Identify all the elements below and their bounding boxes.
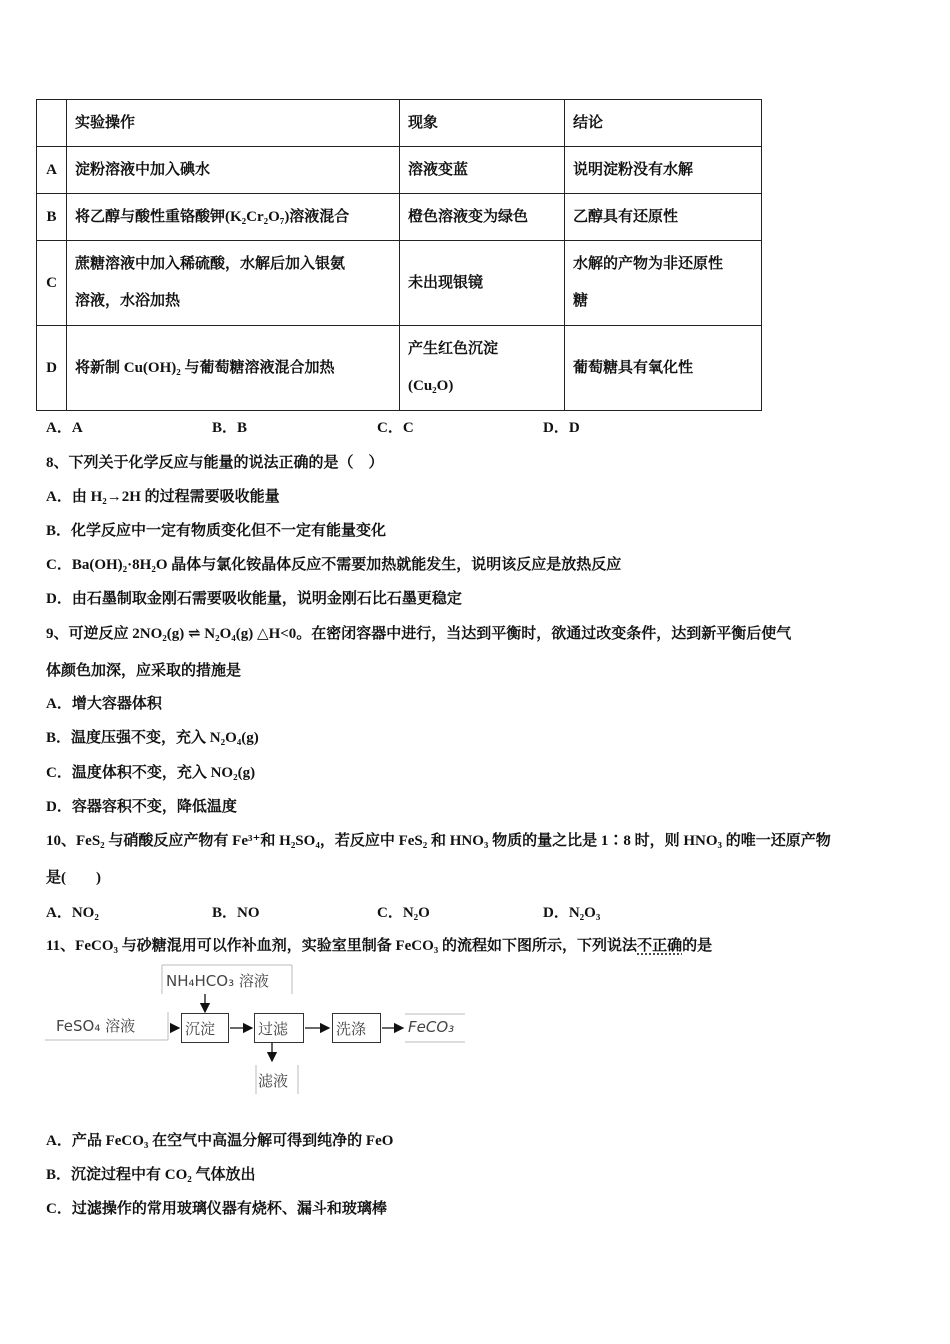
q10-stem-line1: 10、FeS₂ 与硝酸反应产物有 Fe³⁺和 H₂SO₄，若反应中 FeS₂ 和 HNO₃ 物质的量之比是 1∶8 时，则 HNO₃ 的唯一还原产物 — [46, 833, 831, 849]
row-operation: 将乙醇与酸性重铬酸钾(K₂Cr₂O₇)溶液混合 — [67, 194, 400, 241]
flow-filtrate: 滤液 — [258, 1072, 289, 1090]
row-conclusion: 乙醇具有还原性 — [565, 194, 762, 241]
row-conclusion-line2: 糖 — [573, 293, 589, 309]
q11-option-a: A．产品 FeCO₃ 在空气中高温分解可得到纯净的 FeO — [46, 1133, 394, 1149]
header-cell-phenomenon: 现象 — [400, 100, 565, 147]
q11-stem-part-b: 的是 — [682, 938, 713, 954]
row-operation-line1: 蔗糖溶液中加入稀硫酸，水解后加入银氨 — [75, 256, 346, 272]
row-phenomenon: 橙色溶液变为绿色 — [400, 194, 565, 241]
row-phenomenon: 未出现银镜 — [400, 241, 565, 326]
row-key: D — [37, 326, 67, 411]
flow-top-reagent: NH₄HCO₃ 溶液 — [166, 972, 269, 990]
flow-start: FeSO₄ 溶液 — [56, 1017, 136, 1035]
row-phenomenon — [400, 326, 565, 411]
row-key: C — [37, 241, 67, 326]
q8-option-b: B．化学反应中一定有物质变化但不一定有能量变化 — [46, 523, 387, 539]
q11-stem-part-a: 11、FeCO₃ 与砂糖混用可以作补血剂，实验室里制备 FeCO₃ 的流程如下图所示，下列说法 — [46, 938, 638, 954]
flow-step-filter: 过滤 — [254, 1013, 304, 1043]
flow-step-wash: 洗涤 — [332, 1013, 381, 1043]
q9-stem-line1: 9、可逆反应 2NO₂(g) ⇌ N₂O₄(g) △H<0。在密闭容器中进行，当达到平衡时，欲通过改变条件，达到新平衡后使气 — [46, 626, 792, 642]
row-conclusion: 葡萄糖具有氧化性 — [565, 326, 762, 411]
table-header-row — [37, 100, 762, 147]
flow-product: FeCO₃ — [408, 1018, 455, 1036]
table-row — [37, 147, 762, 194]
header-cell-key — [37, 100, 67, 147]
q8-option-c: C．Ba(OH)₂·8H₂O 晶体与氯化铵晶体反应不需要加热就能发生，说明该反应是放热反应 — [46, 557, 622, 573]
q10-option-a: A．NO₂ — [46, 905, 99, 921]
row-conclusion-line1: 水解的产物为非还原性 — [573, 256, 724, 272]
row-phenomenon-line2: (Cu₂O) — [408, 378, 454, 394]
q10-option-d: D．N₂O₃ — [543, 905, 601, 921]
q7-option-b: B．B — [212, 420, 248, 436]
q8-option-a: A．由 H₂→2H 的过程需要吸收能量 — [46, 489, 280, 505]
q10-option-b: B．NO — [212, 905, 260, 921]
experiment-table — [36, 99, 762, 411]
q7-option-c: C．C — [377, 420, 414, 436]
q7-options — [0, 416, 950, 436]
table-row — [37, 326, 762, 411]
row-phenomenon: 溶液变蓝 — [400, 147, 565, 194]
flow-diagram — [40, 962, 470, 1097]
q8-option-d: D．由石墨制取金刚石需要吸收能量，说明金刚石比石墨更稳定 — [46, 591, 462, 607]
q11-stem — [46, 934, 712, 955]
q10-options — [0, 901, 950, 921]
row-operation: 淀粉溶液中加入碘水 — [67, 147, 400, 194]
row-operation — [67, 241, 400, 326]
q11-stem-emphasis: 不正确 — [637, 938, 683, 954]
header-cell-conclusion: 结论 — [565, 100, 762, 147]
header-cell-operation: 实验操作 — [67, 100, 400, 147]
row-phenomenon-line1: 产生红色沉淀 — [408, 341, 499, 357]
q8-stem: 8、下列关于化学反应与能量的说法正确的是（ ） — [46, 455, 384, 471]
table-row — [37, 194, 762, 241]
q10-stem-line2: 是( ) — [46, 870, 101, 886]
flow-step-precipitate: 沉淀 — [181, 1013, 229, 1043]
q11-option-c: C．过滤操作的常用玻璃仪器有烧杯、漏斗和玻璃棒 — [46, 1201, 387, 1217]
row-conclusion: 说明淀粉没有水解 — [565, 147, 762, 194]
q7-option-a: A．A — [46, 420, 83, 436]
q9-option-b: B．温度压强不变，充入 N₂O₄(g) — [46, 730, 259, 746]
row-conclusion — [565, 241, 762, 326]
row-operation: 将新制 Cu(OH)₂ 与葡萄糖溶液混合加热 — [67, 326, 400, 411]
q7-option-d: D．D — [543, 420, 580, 436]
q9-option-c: C．温度体积不变，充入 NO₂(g) — [46, 765, 256, 781]
q9-stem-line2: 体颜色加深，应采取的措施是 — [46, 663, 242, 679]
q10-option-c: C．N₂O — [377, 905, 430, 921]
row-operation-line2: 溶液，水浴加热 — [75, 293, 181, 309]
row-key: A — [37, 147, 67, 194]
row-key: B — [37, 194, 67, 241]
q11-option-b: B．沉淀过程中有 CO₂ 气体放出 — [46, 1167, 256, 1183]
q9-option-d: D．容器容积不变，降低温度 — [46, 799, 237, 815]
table-row — [37, 241, 762, 326]
q9-option-a: A．增大容器体积 — [46, 696, 162, 712]
